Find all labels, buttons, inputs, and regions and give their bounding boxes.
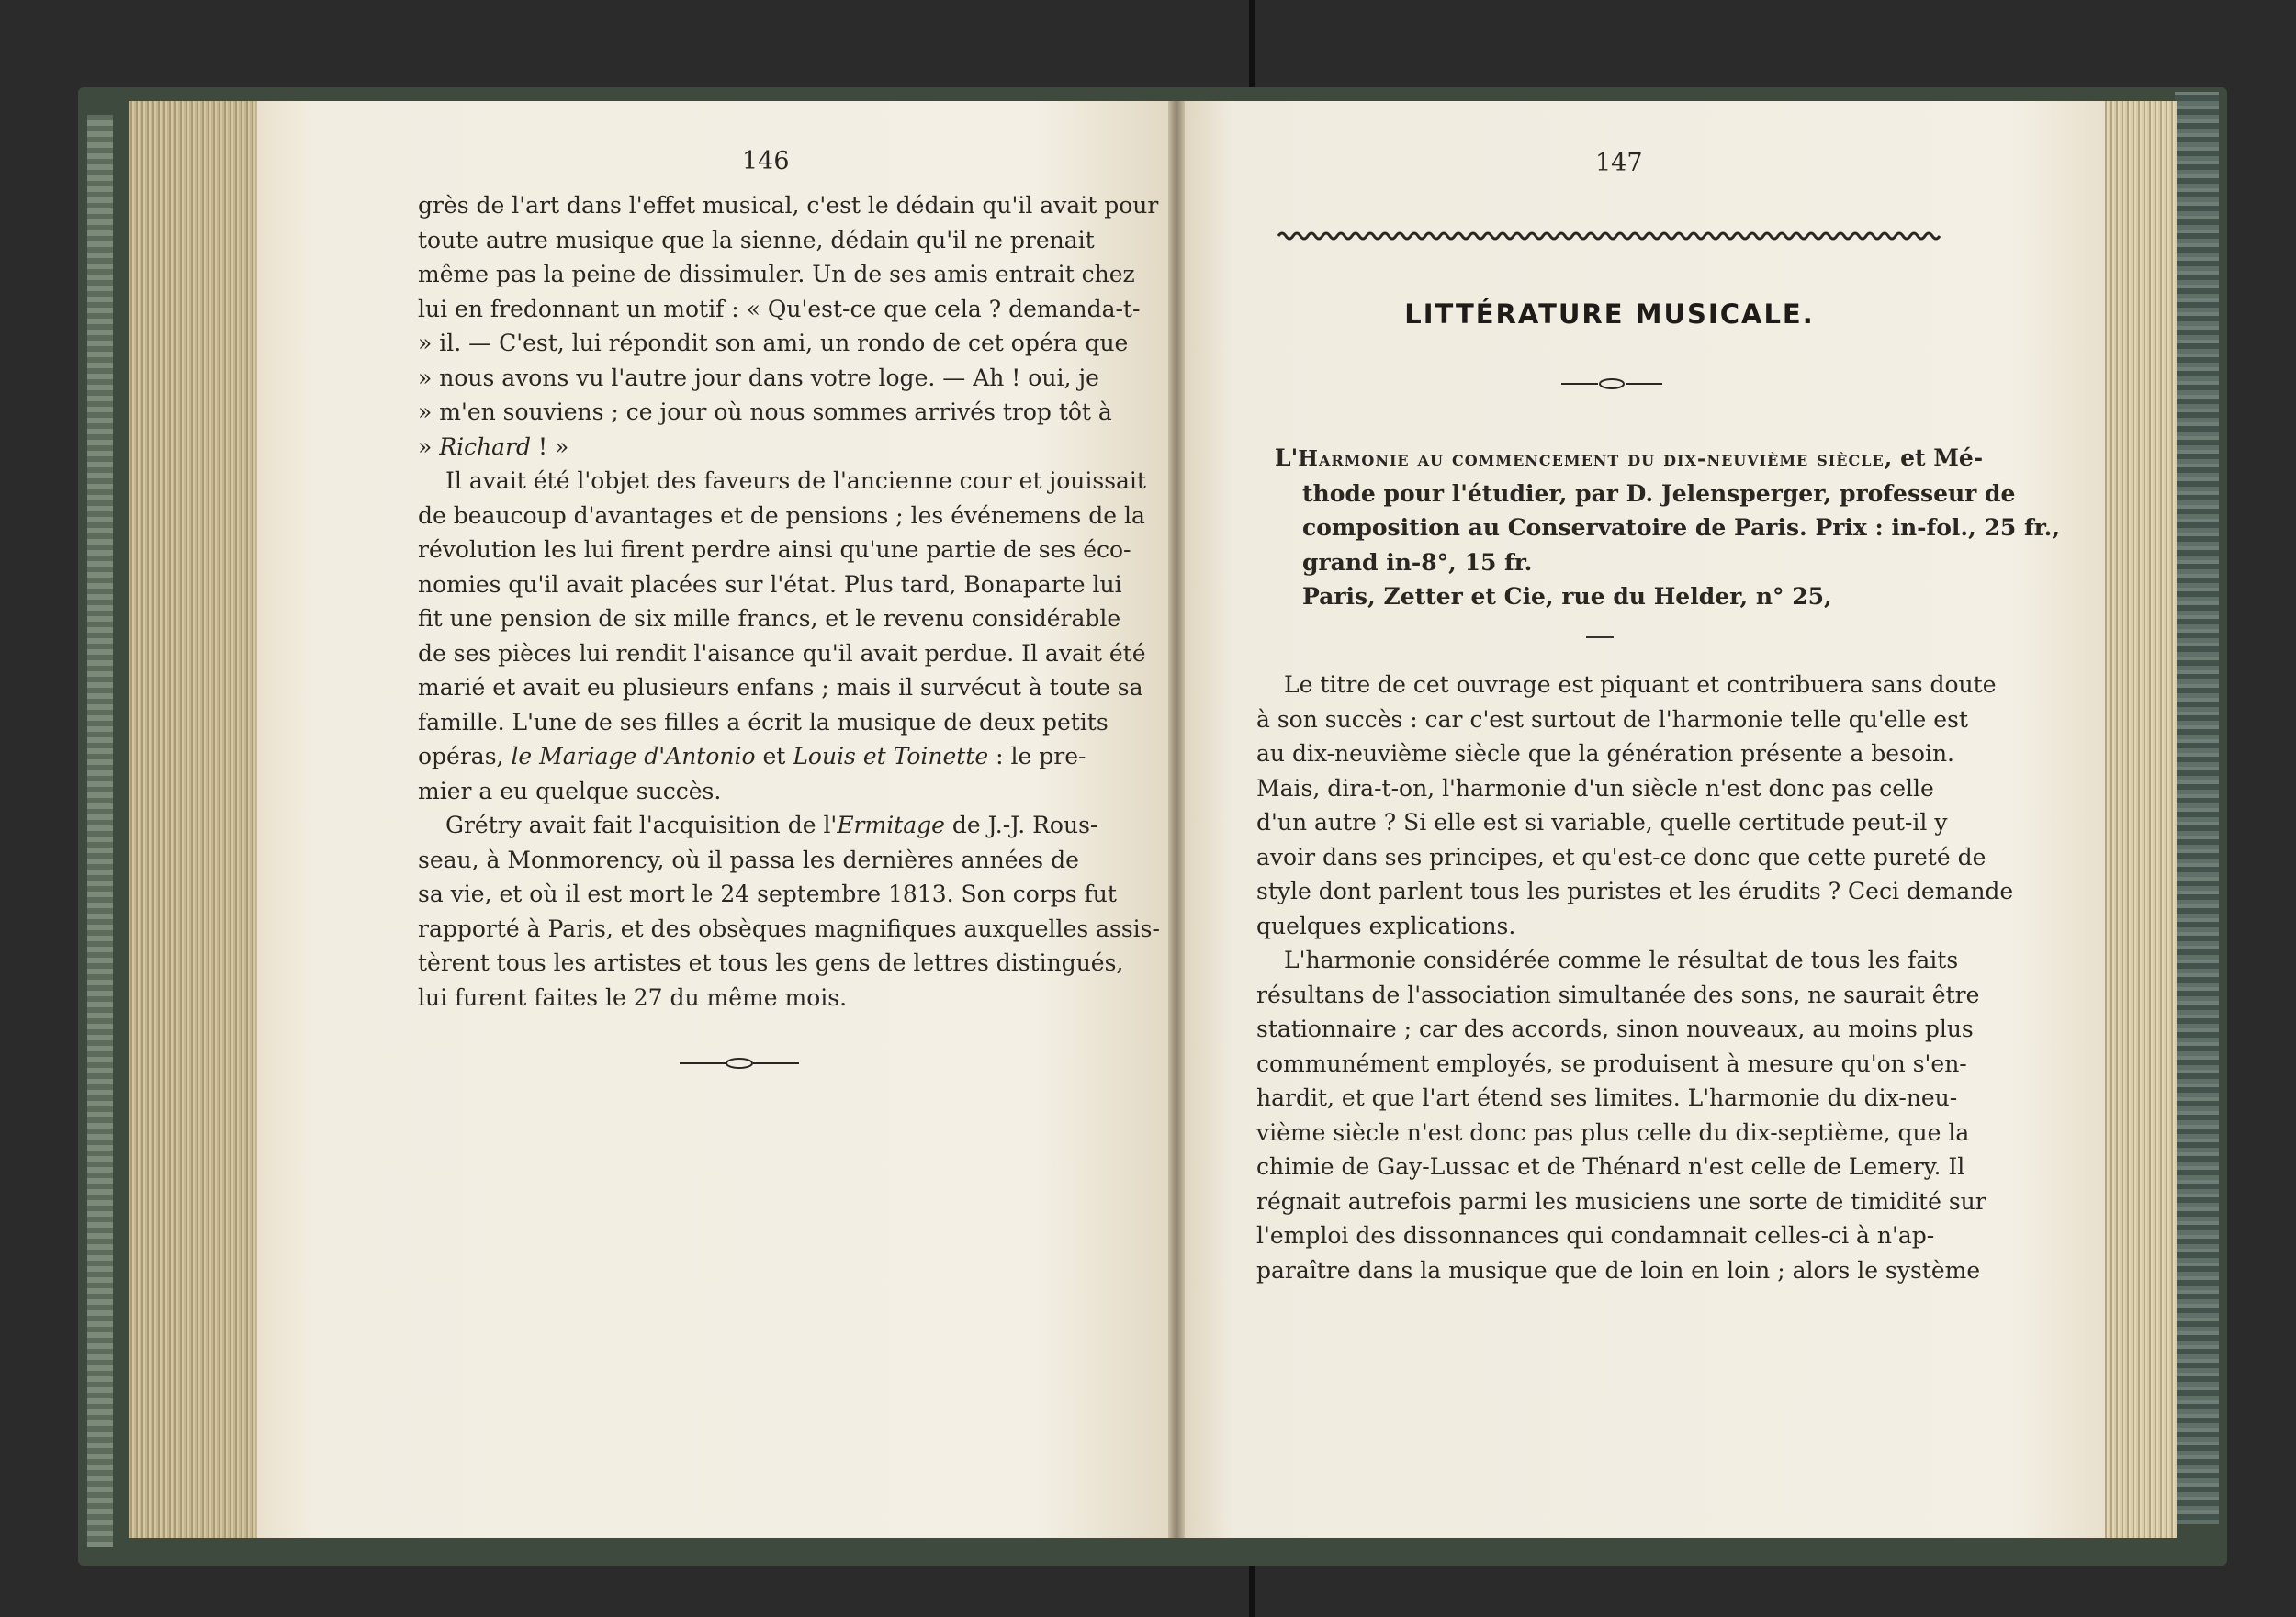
text-line: mier a eu quelque succès.: [418, 777, 722, 804]
left-page-number: 146: [742, 147, 790, 175]
text-line: avoir dans ses principes, et qu'est-ce donc que cette pureté de: [1256, 843, 1986, 870]
text-line: » m'en souviens ; ce jour où nous sommes arrivés trop tôt à: [418, 399, 1112, 425]
text-fragment: : le pre-: [988, 743, 1086, 769]
right-page-number: 147: [1595, 149, 1643, 177]
page-edges-right: [2103, 101, 2177, 1538]
text-fragment: et: [755, 743, 793, 769]
ornament-divider-left: [680, 1054, 799, 1072]
left-page-body: [418, 188, 1160, 1015]
publisher-line: Paris, Zetter et Cie, rue du Helder, n° 25,: [1302, 583, 1832, 610]
text-line: résultans de l'association simultanée des sons, ne saurait être: [1256, 981, 1980, 1008]
text-line: de ses pièces lui rendit l'aisance qu'il avait perdue. Il avait été: [418, 639, 1146, 667]
right-page-body: [1256, 668, 2014, 1287]
text-line: seau, à Monmorency, où il passa les dernières années de: [418, 846, 1079, 873]
book-gutter: [1168, 101, 1185, 1538]
text-line: révolution les lui firent perdre ainsi qu'une partie de ses éco-: [418, 536, 1131, 563]
italic-title: Louis et Toinette: [793, 743, 989, 769]
wavy-rule: [1278, 230, 1940, 242]
text-line: l'emploi des dissonnances qui condamnait celles-ci à n'ap-: [1256, 1222, 1935, 1249]
text-line: marié et avait eu plusieurs enfans ; mais il survécut à toute sa: [418, 674, 1143, 701]
page-edges-left: [129, 101, 262, 1538]
text-line: lui en fredonnant un motif : « Qu'est-ce que cela ? demanda-t-: [418, 295, 1141, 322]
text-line: au dix-neuvième siècle que la génération présente a besoin.: [1256, 740, 1954, 767]
text-line: » il. — C'est, lui répondit son ami, un rondo de cet opéra que: [418, 330, 1129, 356]
text-line: communément employés, se produisent à mesure qu'on s'en-: [1256, 1050, 1967, 1077]
quote-mark: »: [418, 432, 440, 460]
text-line: famille. L'une de ses filles a écrit la musique de deux petits: [418, 708, 1109, 736]
text-line: stationnaire ; car des accords, sinon nouveaux, au moins plus: [1256, 1016, 1974, 1042]
text-line: paraître dans la musique que de loin en loin ; alors le système: [1256, 1256, 1981, 1284]
text-line: quelques explications.: [1256, 912, 1516, 939]
text-line: lui furent faites le 27 du même mois.: [418, 983, 848, 1011]
text-line: tèrent tous les artistes et tous les gens de lettres distingués,: [418, 949, 1124, 976]
text-fragment: Grétry avait fait l'acquisition de l': [445, 812, 838, 838]
entry-title-line: [1275, 441, 1984, 477]
text-line: chimie de Gay-Lussac et de Thénard n'est celle de Lemery. Il: [1256, 1153, 1965, 1180]
text-line: de beaucoup d'avantages et de pensions ; les événemens de la: [418, 501, 1145, 529]
quote-close: ! »: [531, 432, 569, 460]
text-line: Mais, dira-t-on, l'harmonie d'un siècle n'est donc pas celle: [1256, 774, 1934, 802]
cover-edge-left: [87, 115, 113, 1547]
italic-title: Ermitage: [837, 812, 945, 838]
text-line: [418, 430, 1084, 465]
text-line: Le titre de cet ouvrage est piquant et contribuera sans doute: [1284, 671, 1997, 698]
italic-title: Richard: [439, 432, 532, 460]
text-line: régnait autrefois parmi les musiciens une sorte de timidité sur: [1256, 1187, 1986, 1215]
text-line: composition au Conservatoire de Paris. Prix : in-fol., 25 fr.,: [1302, 514, 2061, 541]
text-fragment: L': [1275, 444, 1299, 471]
text-line: Il avait été l'objet des faveurs de l'ancienne cour et jouissait: [445, 467, 1146, 494]
cover-edge-right: [2175, 92, 2219, 1524]
text-line: fit une pension de six mille francs, et le revenu considérable: [418, 605, 1121, 632]
text-fragment: opéras,: [418, 743, 512, 769]
italic-title: le Mariage d'Antonio: [511, 743, 756, 769]
text-line: d'un autre ? Si elle est si variable, quelle certitude peut-il y: [1256, 809, 1948, 836]
text-line: [418, 739, 1084, 774]
text-line: même pas la peine de dissimuler. Un de ses amis entrait chez: [418, 261, 1135, 287]
text-fragment: , et Mé-: [1884, 444, 1984, 471]
text-line: toute autre musique que la sienne, dédain qu'il ne prenait: [418, 226, 1095, 253]
text-line: grès de l'art dans l'effet musical, c'est le dédain qu'il avait pour: [418, 192, 1159, 219]
text-line: à son succès : car c'est surtout de l'harmonie telle qu'elle est: [1256, 705, 1968, 733]
text-line: grand in-8°, 15 fr.: [1302, 548, 1533, 576]
text-line: [418, 808, 1098, 843]
book-entry: [1275, 441, 2061, 614]
text-line: thode pour l'étudier, par D. Jelensperger, professeur de: [1302, 479, 2016, 507]
text-line: sa vie, et où il est mort le 24 septembre 1813. Son corps fut: [418, 881, 1117, 907]
text-line: rapporté à Paris, et des obsèques magnifiques auxquelles assis-: [418, 915, 1160, 942]
text-fragment: de J.-J. Rous-: [944, 812, 1098, 838]
text-line: » nous avons vu l'autre jour dans votre loge. — Ah ! oui, je: [418, 364, 1099, 391]
text-line: style dont parlent tous les puristes et les érudits ? Ceci demande: [1256, 878, 2014, 904]
text-line: hardit, et que l'art étend ses limites. L'harmonie du dix-neu-: [1256, 1084, 1958, 1111]
entry-title: Harmonie au commencement du dix-neuvième siècle: [1298, 446, 1885, 471]
text-line: L'harmonie considérée comme le résultat de tous les faits: [1284, 947, 1959, 973]
ornament-divider-heading: [1561, 375, 1662, 393]
text-line: vième siècle n'est donc pas plus celle du dix-septième, que la: [1256, 1118, 1970, 1146]
section-heading: LITTÉRATURE MUSICALE.: [1404, 298, 1815, 330]
text-line: nomies qu'il avait placées sur l'état. Plus tard, Bonaparte lui: [418, 570, 1122, 598]
short-rule: [1586, 636, 1614, 638]
